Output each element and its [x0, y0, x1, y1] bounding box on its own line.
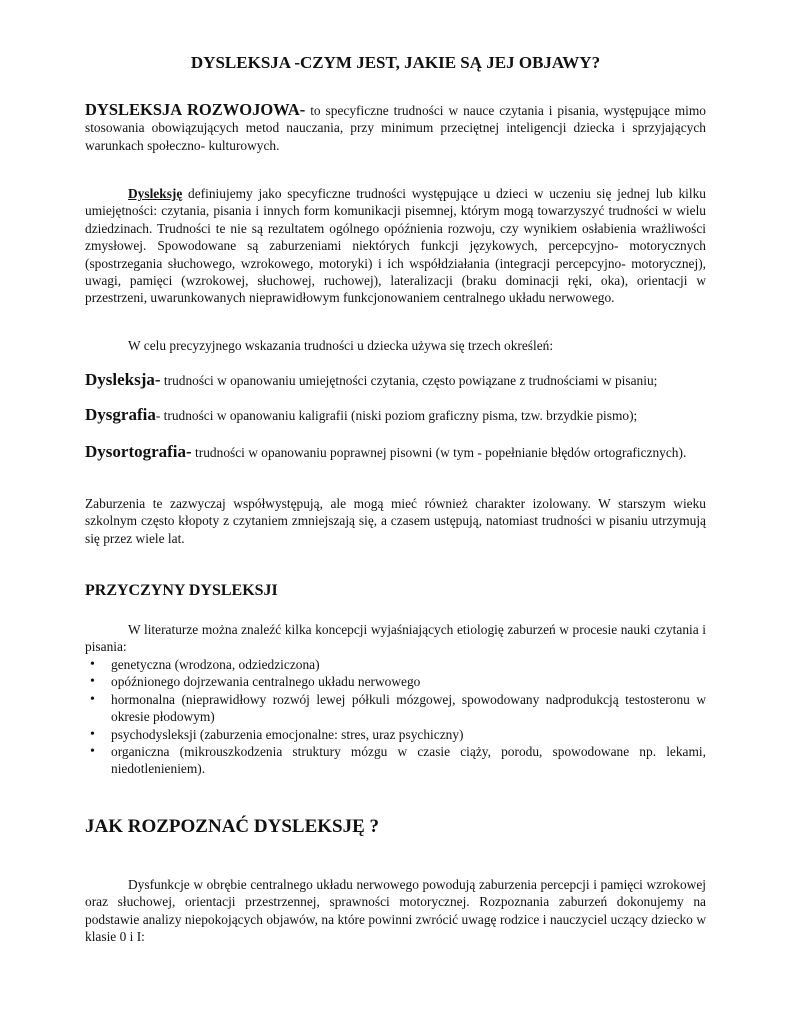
causes-list	[85, 656, 706, 778]
term-text: trudności w opanowaniu umiejętności czytania, często powiązane z trudnościami w pisaniu;	[160, 373, 658, 388]
terms-intro: W celu precyzyjnego wskazania trudności u dziecka używa się trzech określeń:	[128, 338, 554, 353]
term-label: Dysleksja-	[85, 370, 161, 389]
term-dysgrafia	[85, 406, 706, 424]
definition-text: definiujemy jako specyficzne trudności występujące u dzieci w uczeniu się jednej lub kilku umiejętności: czytania, pisania i innych form komunikacji pisemnej, którym mogą towarzyszyć trudności w wielu dziedzinach. Trudności te nie są rezultatem ogólnego opóźnienia rozwoju, czy wynikiem osłabienia wrażliwości zmysłowej. Spowodowane są zaburzeniami niektórych funkcji językowych, percepcyjno- motorycznych (spostrzegania słuchowego, wzrokowego, motoryki) i ich współdziałania (integracji percepcyjno- motorycznej), uwagi, pamięci (wzrokowej, słuchowej, ruchowej), lateralizacji (braku dominacji ręki, oka), orientacji w przestrzeni, uwarunkowanych nieprawidłowym funkcjonowaniem centralnego układu nerwowego.	[85, 186, 706, 306]
term-label: Dysgrafia	[85, 405, 156, 424]
term-dysortografia	[85, 443, 706, 461]
causes-heading: PRZYCZYNY DYSLEKSJI	[85, 582, 278, 599]
term-dysleksja	[85, 371, 706, 389]
causes-intro: W literaturze można znaleźć kilka koncepcji wyjaśniających etiologię zaburzeń w procesie nauki czytania i pisania:	[85, 622, 706, 655]
term-text: trudności w opanowaniu poprawnej pisowni (w tym - popełnianie błędów ortograficznych).	[191, 445, 687, 460]
intro-text: to specyficzne trudności w nauce czytania i pisania, występujące mimo stosowania obowiązujących metod nauczania, przy minimum przeciętnej inteligencji dziecka i sprzyjających warunkach społeczno- kulturowych.	[85, 103, 707, 153]
definition-paragraph	[85, 185, 706, 307]
intro-term: DYSLEKSJA ROZWOJOWA-	[85, 100, 306, 119]
page-title: DYSLEKSJA -CZYM JEST, JAKIE SĄ JEJ OBJAWY?	[190, 53, 601, 72]
list-item: • organiczna (mikrouszkodzenia struktury mózgu w czasie ciąży, porodu, spowodowane np. lekami, niedotlenieniem).	[85, 743, 706, 778]
list-item: • genetyczna (wrodzona, odziedziczona)	[85, 656, 706, 673]
definition-term: Dysleksję	[128, 186, 183, 201]
intro-paragraph	[85, 101, 706, 154]
term-text: - trudności w opanowaniu kaligrafii (niski poziom graficzny pisma, tzw. brzydkie pismo);	[155, 408, 638, 423]
diagnosis-heading: JAK ROZPOZNAĆ DYSLEKSJĘ ?	[85, 816, 380, 837]
term-label: Dysortografia-	[85, 442, 192, 461]
cooccurrence-paragraph: Zaburzenia te zazwyczaj współwystępują, ale mogą mieć również charakter izolowany. W starszym wieku szkolnym często kłopoty z czytaniem zmniejszają się, a czasem ustępują, natomiast trudności w pisaniu utrzymują się przez wiele lat.	[85, 496, 706, 546]
list-item: • opóźnionego dojrzewania centralnego układu nerwowego	[85, 673, 706, 690]
list-item: • psychodysleksji (zaburzenia emocjonalne: stres, uraz psychiczny)	[85, 726, 706, 743]
diagnosis-paragraph: Dysfunkcje w obrębie centralnego układu nerwowego powodują zaburzenia percepcji i pamięci wzrokowej oraz słuchowej, orientacji przestrzennej, sprawności motorycznej. Rozpoznania zaburzeń dokonujemy na podstawie analizy niepokojących objawów, na które powinni zwrócić uwagę rodzice i nauczyciel uczący dziecko w klasie 0 i I:	[85, 877, 706, 945]
list-item: • hormonalna (nieprawidłowy rozwój lewej półkuli mózgowej, spowodowany nadprodukcją testosteronu w okresie płodowym)	[85, 691, 706, 726]
